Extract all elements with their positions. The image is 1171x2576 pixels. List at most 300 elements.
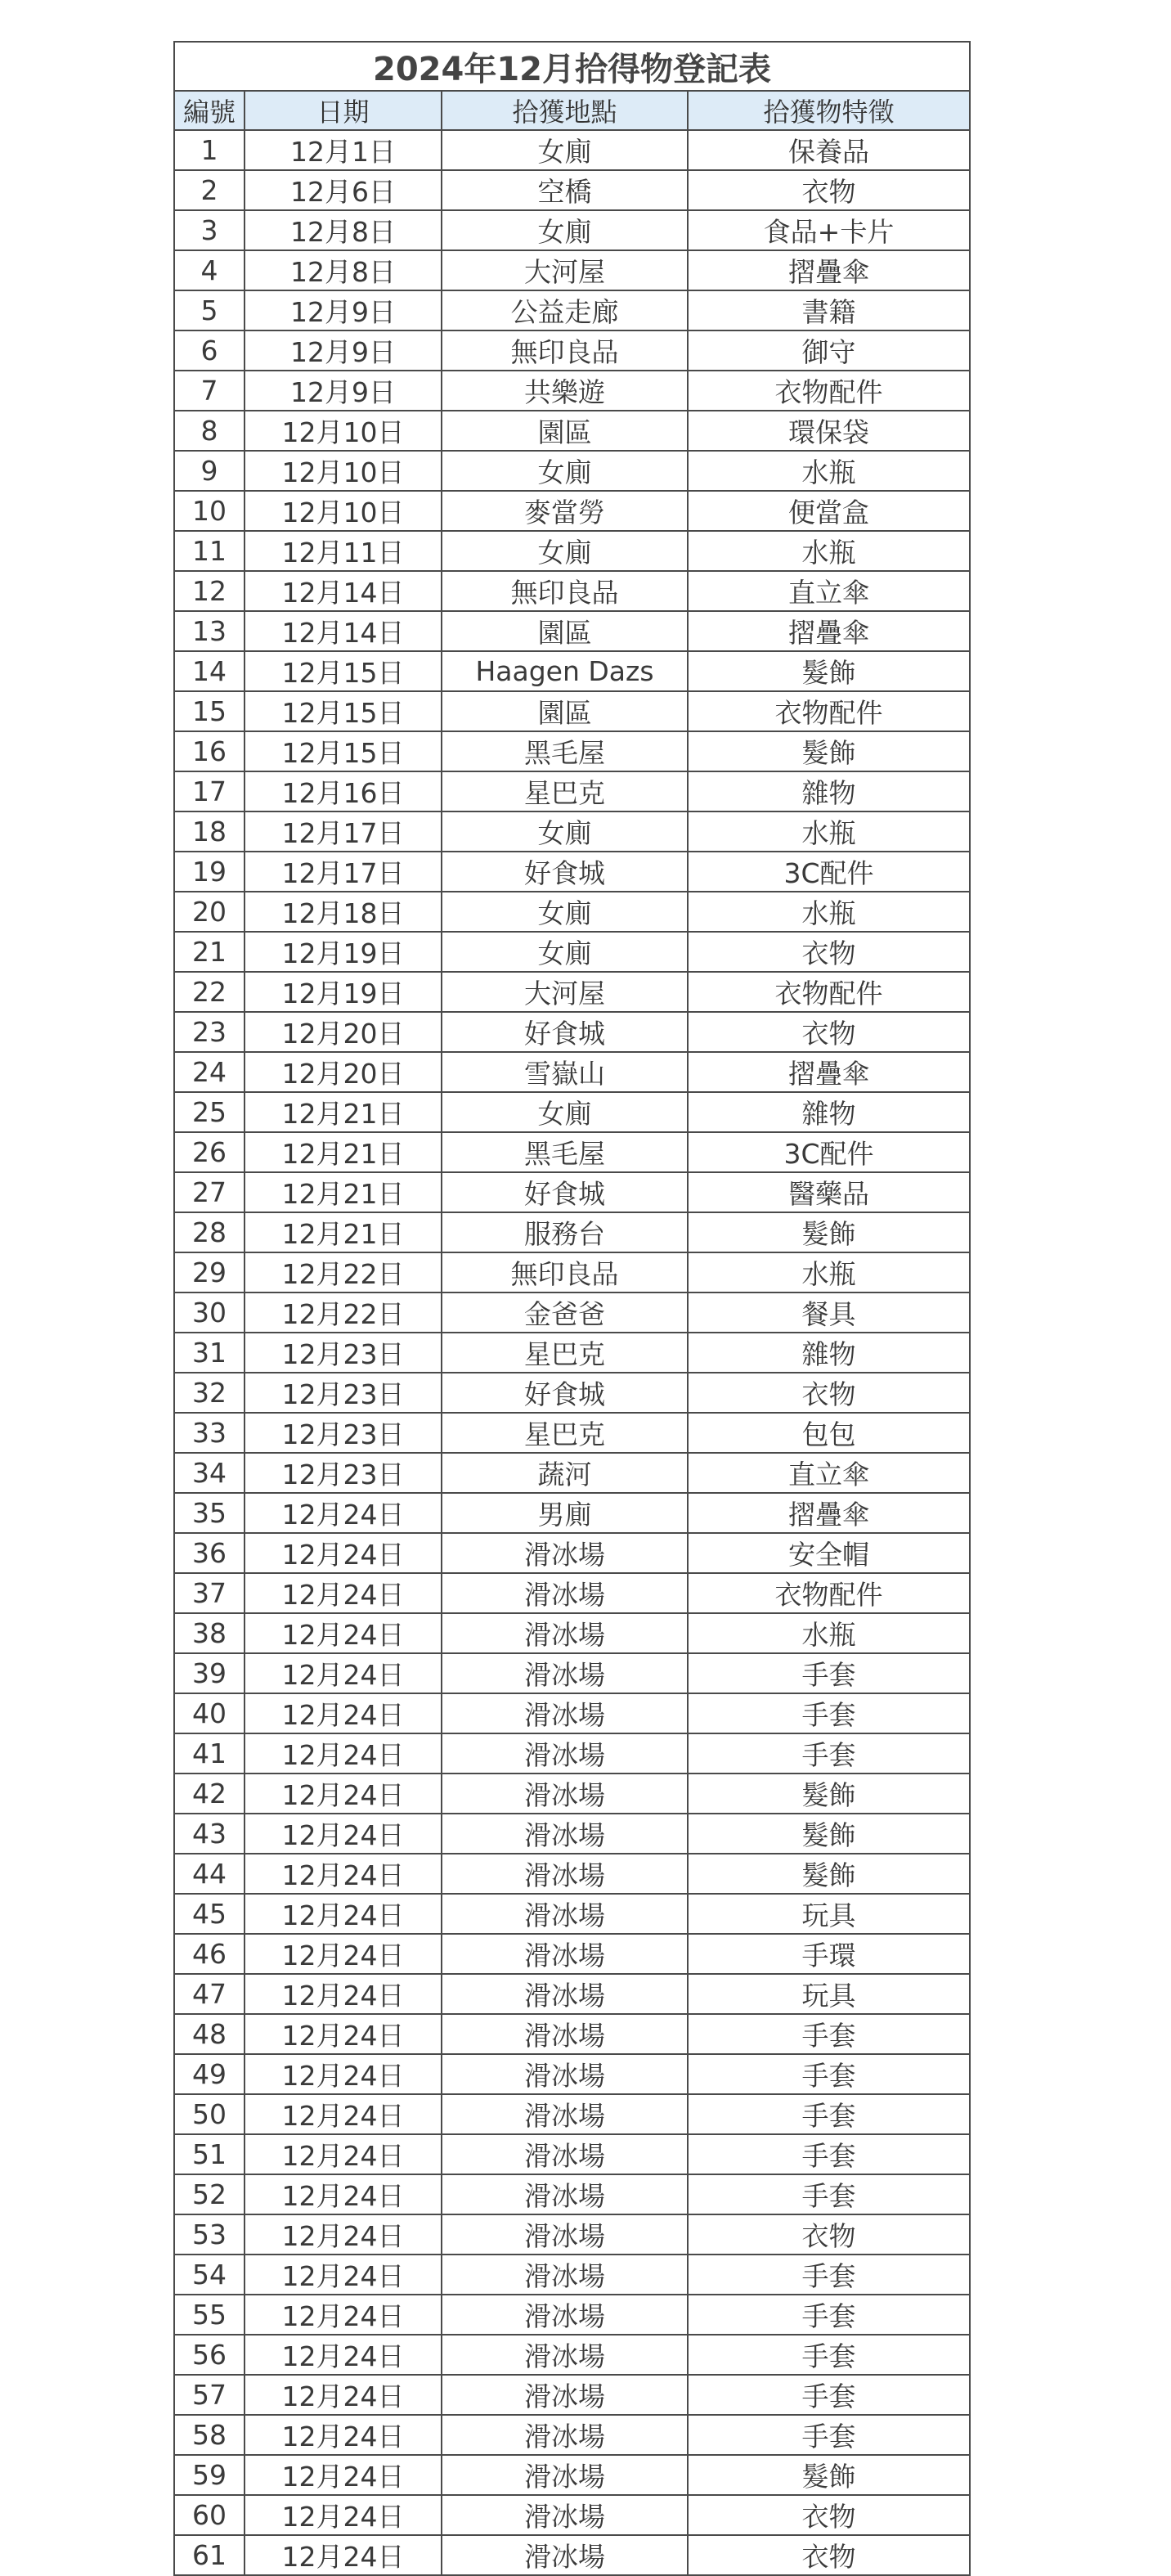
cell-date: 12月24日 — [245, 2174, 442, 2214]
table-row — [174, 1814, 970, 1854]
cell-date: 12月24日 — [245, 1974, 442, 2014]
cell-location: 滑冰場 — [442, 2214, 688, 2255]
cell-item-description: 手套 — [688, 2174, 970, 2214]
cell-item-description: 髮飾 — [688, 731, 970, 771]
cell-date: 12月24日 — [245, 1894, 442, 1934]
table-row — [174, 451, 970, 491]
cell-item-description: 衣物 — [688, 2495, 970, 2535]
cell-date: 12月24日 — [245, 2335, 442, 2375]
cell-item-description: 衣物 — [688, 1373, 970, 1413]
cell-location: 無印良品 — [442, 1252, 688, 1292]
cell-location: 女廁 — [442, 932, 688, 972]
table-row — [174, 972, 970, 1012]
table-row — [174, 1453, 970, 1493]
cell-location: 滑冰場 — [442, 1814, 688, 1854]
cell-number: 32 — [174, 1373, 245, 1413]
cell-item-description: 手套 — [688, 2014, 970, 2054]
cell-number: 31 — [174, 1333, 245, 1373]
table-row — [174, 1573, 970, 1613]
cell-item-description: 手套 — [688, 2375, 970, 2415]
table-row — [174, 1212, 970, 1252]
cell-date: 12月19日 — [245, 932, 442, 972]
cell-item-description: 手套 — [688, 2255, 970, 2295]
cell-item-description: 髮飾 — [688, 2455, 970, 2495]
cell-number: 30 — [174, 1292, 245, 1333]
cell-number: 28 — [174, 1212, 245, 1252]
cell-location: 共樂遊 — [442, 371, 688, 411]
table-row — [174, 571, 970, 611]
cell-location: 滑冰場 — [442, 1854, 688, 1894]
cell-location: 滑冰場 — [442, 1733, 688, 1774]
cell-item-description: 摺疊傘 — [688, 1052, 970, 1092]
table-row — [174, 531, 970, 571]
cell-date: 12月24日 — [245, 2134, 442, 2174]
cell-number: 14 — [174, 651, 245, 691]
cell-number: 15 — [174, 691, 245, 731]
cell-date: 12月24日 — [245, 1533, 442, 1573]
cell-item-description: 衣物 — [688, 1012, 970, 1052]
cell-date: 12月17日 — [245, 852, 442, 892]
cell-number: 59 — [174, 2455, 245, 2495]
cell-date: 12月17日 — [245, 811, 442, 852]
cell-date: 12月8日 — [245, 210, 442, 250]
cell-number: 17 — [174, 771, 245, 811]
cell-date: 12月6日 — [245, 170, 442, 210]
cell-item-description: 書籍 — [688, 290, 970, 330]
cell-location: 好食城 — [442, 1172, 688, 1212]
cell-number: 18 — [174, 811, 245, 852]
table-row — [174, 2094, 970, 2134]
cell-item-description: 髮飾 — [688, 651, 970, 691]
header-location: 拾獲地點 — [442, 91, 688, 130]
table-row — [174, 2134, 970, 2174]
table-row — [174, 1333, 970, 1373]
cell-date: 12月24日 — [245, 2014, 442, 2054]
cell-item-description: 玩具 — [688, 1974, 970, 2014]
cell-item-description: 便當盒 — [688, 491, 970, 531]
cell-item-description: 醫藥品 — [688, 1172, 970, 1212]
cell-item-description: 水瓶 — [688, 1252, 970, 1292]
table-row — [174, 2335, 970, 2375]
cell-number: 41 — [174, 1733, 245, 1774]
cell-item-description: 髮飾 — [688, 1854, 970, 1894]
cell-number: 57 — [174, 2375, 245, 2415]
cell-date: 12月20日 — [245, 1012, 442, 1052]
cell-date: 12月24日 — [245, 1854, 442, 1894]
cell-location: 好食城 — [442, 1012, 688, 1052]
cell-number: 6 — [174, 330, 245, 371]
cell-location: 園區 — [442, 611, 688, 651]
cell-item-description: 摺疊傘 — [688, 1493, 970, 1533]
cell-number: 19 — [174, 852, 245, 892]
cell-location: 滑冰場 — [442, 2375, 688, 2415]
cell-date: 12月18日 — [245, 892, 442, 932]
table-row — [174, 771, 970, 811]
cell-date: 12月15日 — [245, 691, 442, 731]
cell-date: 12月24日 — [245, 1653, 442, 1693]
cell-item-description: 手套 — [688, 2134, 970, 2174]
cell-item-description: 衣物 — [688, 932, 970, 972]
cell-item-description: 手套 — [688, 2094, 970, 2134]
table-row — [174, 731, 970, 771]
cell-location: 滑冰場 — [442, 2295, 688, 2335]
cell-date: 12月24日 — [245, 1774, 442, 1814]
cell-date: 12月23日 — [245, 1453, 442, 1493]
cell-item-description: 髮飾 — [688, 1814, 970, 1854]
cell-number: 40 — [174, 1693, 245, 1733]
cell-item-description: 水瓶 — [688, 531, 970, 571]
cell-number: 11 — [174, 531, 245, 571]
cell-item-description: 摺疊傘 — [688, 250, 970, 290]
cell-number: 23 — [174, 1012, 245, 1052]
cell-number: 43 — [174, 1814, 245, 1854]
page-title: 2024年12月拾得物登記表 — [174, 42, 970, 91]
cell-location: 滑冰場 — [442, 1653, 688, 1693]
cell-date: 12月15日 — [245, 731, 442, 771]
cell-location: 滑冰場 — [442, 2255, 688, 2295]
table-row — [174, 170, 970, 210]
cell-number: 61 — [174, 2535, 245, 2575]
cell-location: 星巴克 — [442, 1333, 688, 1373]
cell-number: 33 — [174, 1413, 245, 1453]
cell-number: 27 — [174, 1172, 245, 1212]
table-row — [174, 1894, 970, 1934]
cell-location: 黑毛屋 — [442, 1132, 688, 1172]
cell-date: 12月24日 — [245, 2455, 442, 2495]
cell-number: 24 — [174, 1052, 245, 1092]
cell-number: 36 — [174, 1533, 245, 1573]
cell-item-description: 水瓶 — [688, 811, 970, 852]
table-row — [174, 892, 970, 932]
cell-date: 12月22日 — [245, 1252, 442, 1292]
cell-number: 29 — [174, 1252, 245, 1292]
cell-item-description: 衣物 — [688, 2535, 970, 2575]
cell-number: 1 — [174, 130, 245, 170]
cell-number: 38 — [174, 1613, 245, 1653]
table-row — [174, 1132, 970, 1172]
cell-number: 51 — [174, 2134, 245, 2174]
cell-location: 滑冰場 — [442, 1774, 688, 1814]
table-row — [174, 1693, 970, 1733]
cell-date: 12月24日 — [245, 2094, 442, 2134]
cell-item-description: 衣物 — [688, 2214, 970, 2255]
cell-date: 12月24日 — [245, 1733, 442, 1774]
table-row — [174, 2214, 970, 2255]
cell-date: 12月9日 — [245, 330, 442, 371]
cell-item-description: 手套 — [688, 1733, 970, 1774]
lost-and-found-table — [173, 41, 971, 2576]
cell-location: 無印良品 — [442, 571, 688, 611]
cell-date: 12月21日 — [245, 1092, 442, 1132]
cell-location: 女廁 — [442, 210, 688, 250]
cell-item-description: 衣物 — [688, 170, 970, 210]
cell-item-description: 雜物 — [688, 771, 970, 811]
cell-location: 星巴克 — [442, 1413, 688, 1453]
cell-location: 金爸爸 — [442, 1292, 688, 1333]
cell-number: 56 — [174, 2335, 245, 2375]
cell-date: 12月24日 — [245, 1573, 442, 1613]
cell-item-description: 直立傘 — [688, 571, 970, 611]
cell-date: 12月21日 — [245, 1172, 442, 1212]
cell-item-description: 衣物配件 — [688, 371, 970, 411]
cell-date: 12月14日 — [245, 611, 442, 651]
cell-item-description: 手套 — [688, 2054, 970, 2094]
cell-number: 39 — [174, 1653, 245, 1693]
cell-number: 12 — [174, 571, 245, 611]
cell-number: 35 — [174, 1493, 245, 1533]
cell-location: 滑冰場 — [442, 1894, 688, 1934]
cell-date: 12月23日 — [245, 1373, 442, 1413]
cell-date: 12月23日 — [245, 1333, 442, 1373]
cell-location: 女廁 — [442, 892, 688, 932]
cell-item-description: 3C配件 — [688, 852, 970, 892]
cell-item-description: 玩具 — [688, 1894, 970, 1934]
cell-item-description: 水瓶 — [688, 451, 970, 491]
cell-location: 滑冰場 — [442, 2455, 688, 2495]
cell-date: 12月11日 — [245, 531, 442, 571]
cell-location: 無印良品 — [442, 330, 688, 371]
cell-item-description: 環保袋 — [688, 411, 970, 451]
cell-date: 12月14日 — [245, 571, 442, 611]
cell-number: 9 — [174, 451, 245, 491]
cell-item-description: 手套 — [688, 2415, 970, 2455]
cell-number: 53 — [174, 2214, 245, 2255]
table-row — [174, 2455, 970, 2495]
table-row — [174, 1493, 970, 1533]
cell-item-description: 衣物配件 — [688, 1573, 970, 1613]
table-row — [174, 1533, 970, 1573]
cell-item-description: 雜物 — [688, 1092, 970, 1132]
cell-number: 60 — [174, 2495, 245, 2535]
cell-location: 園區 — [442, 411, 688, 451]
cell-number: 44 — [174, 1854, 245, 1894]
cell-location: 黑毛屋 — [442, 731, 688, 771]
table-row — [174, 1292, 970, 1333]
cell-location: 滑冰場 — [442, 2054, 688, 2094]
table-row — [174, 2495, 970, 2535]
cell-number: 58 — [174, 2415, 245, 2455]
cell-number: 50 — [174, 2094, 245, 2134]
table-row — [174, 1052, 970, 1092]
cell-number: 10 — [174, 491, 245, 531]
cell-date: 12月10日 — [245, 411, 442, 451]
cell-item-description: 御守 — [688, 330, 970, 371]
cell-date: 12月9日 — [245, 290, 442, 330]
cell-number: 49 — [174, 2054, 245, 2094]
cell-location: 滑冰場 — [442, 2174, 688, 2214]
cell-number: 46 — [174, 1934, 245, 1974]
cell-location: 滑冰場 — [442, 2535, 688, 2575]
header-row — [174, 91, 970, 130]
table-row — [174, 2375, 970, 2415]
cell-number: 52 — [174, 2174, 245, 2214]
cell-date: 12月16日 — [245, 771, 442, 811]
table-row — [174, 1854, 970, 1894]
cell-location: 滑冰場 — [442, 2094, 688, 2134]
cell-location: 女廁 — [442, 130, 688, 170]
cell-date: 12月24日 — [245, 1693, 442, 1733]
cell-location: 女廁 — [442, 451, 688, 491]
table-row — [174, 290, 970, 330]
cell-location: 滑冰場 — [442, 2335, 688, 2375]
cell-date: 12月15日 — [245, 651, 442, 691]
table-row — [174, 651, 970, 691]
table-row — [174, 1653, 970, 1693]
cell-location: 星巴克 — [442, 771, 688, 811]
table-row — [174, 2014, 970, 2054]
cell-number: 8 — [174, 411, 245, 451]
cell-date: 12月9日 — [245, 371, 442, 411]
header-date: 日期 — [245, 91, 442, 130]
cell-date: 12月22日 — [245, 1292, 442, 1333]
cell-item-description: 安全帽 — [688, 1533, 970, 1573]
cell-number: 21 — [174, 932, 245, 972]
table-row — [174, 1413, 970, 1453]
cell-date: 12月24日 — [245, 1613, 442, 1653]
cell-date: 12月23日 — [245, 1413, 442, 1453]
cell-location: 園區 — [442, 691, 688, 731]
cell-number: 3 — [174, 210, 245, 250]
cell-location: 公益走廊 — [442, 290, 688, 330]
table-row — [174, 2255, 970, 2295]
cell-location: 滑冰場 — [442, 1573, 688, 1613]
cell-date: 12月21日 — [245, 1132, 442, 1172]
cell-date: 12月24日 — [245, 2255, 442, 2295]
cell-item-description: 雜物 — [688, 1333, 970, 1373]
cell-number: 2 — [174, 170, 245, 210]
cell-location: 滑冰場 — [442, 1533, 688, 1573]
cell-number: 55 — [174, 2295, 245, 2335]
cell-item-description: 水瓶 — [688, 1613, 970, 1653]
cell-number: 26 — [174, 1132, 245, 1172]
cell-location: 大河屋 — [442, 972, 688, 1012]
cell-location: 好食城 — [442, 852, 688, 892]
cell-date: 12月24日 — [245, 2054, 442, 2094]
cell-number: 16 — [174, 731, 245, 771]
cell-location: 女廁 — [442, 1092, 688, 1132]
table-row — [174, 852, 970, 892]
table-row — [174, 130, 970, 170]
cell-number: 22 — [174, 972, 245, 1012]
cell-location: 滑冰場 — [442, 1974, 688, 2014]
cell-date: 12月24日 — [245, 1934, 442, 1974]
table-row — [174, 811, 970, 852]
cell-date: 12月19日 — [245, 972, 442, 1012]
cell-item-description: 3C配件 — [688, 1132, 970, 1172]
cell-location: 女廁 — [442, 531, 688, 571]
cell-location: 滑冰場 — [442, 1934, 688, 1974]
cell-date: 12月24日 — [245, 1814, 442, 1854]
cell-number: 37 — [174, 1573, 245, 1613]
cell-date: 12月8日 — [245, 250, 442, 290]
cell-number: 13 — [174, 611, 245, 651]
cell-item-description: 水瓶 — [688, 892, 970, 932]
cell-item-description: 摺疊傘 — [688, 611, 970, 651]
cell-location: 服務台 — [442, 1212, 688, 1252]
cell-location: 滑冰場 — [442, 2415, 688, 2455]
table-row — [174, 1092, 970, 1132]
cell-location: 好食城 — [442, 1373, 688, 1413]
cell-item-description: 手環 — [688, 1934, 970, 1974]
table-row — [174, 691, 970, 731]
title-row — [174, 42, 970, 91]
cell-date: 12月24日 — [245, 2295, 442, 2335]
cell-location: 滑冰場 — [442, 2014, 688, 2054]
cell-location: 滑冰場 — [442, 1693, 688, 1733]
table-row — [174, 1733, 970, 1774]
cell-location: 大河屋 — [442, 250, 688, 290]
cell-number: 7 — [174, 371, 245, 411]
cell-location: 男廁 — [442, 1493, 688, 1533]
cell-number: 25 — [174, 1092, 245, 1132]
cell-date: 12月24日 — [245, 2214, 442, 2255]
cell-date: 12月1日 — [245, 130, 442, 170]
cell-item-description: 食品+卡片 — [688, 210, 970, 250]
table-row — [174, 330, 970, 371]
cell-number: 5 — [174, 290, 245, 330]
cell-item-description: 衣物配件 — [688, 691, 970, 731]
table-row — [174, 411, 970, 451]
cell-item-description: 包包 — [688, 1413, 970, 1453]
table-row — [174, 2535, 970, 2575]
cell-item-description: 髮飾 — [688, 1774, 970, 1814]
cell-location: 滑冰場 — [442, 2495, 688, 2535]
cell-item-description: 餐具 — [688, 1292, 970, 1333]
cell-date: 12月24日 — [245, 2415, 442, 2455]
cell-location: 蔬河 — [442, 1453, 688, 1493]
table-row — [174, 2415, 970, 2455]
cell-date: 12月20日 — [245, 1052, 442, 1092]
cell-location: 雪嶽山 — [442, 1052, 688, 1092]
cell-number: 47 — [174, 1974, 245, 2014]
cell-item-description: 手套 — [688, 2335, 970, 2375]
cell-location: 女廁 — [442, 811, 688, 852]
table-row — [174, 2054, 970, 2094]
table-row — [174, 1252, 970, 1292]
cell-number: 48 — [174, 2014, 245, 2054]
cell-number: 45 — [174, 1894, 245, 1934]
table-row — [174, 491, 970, 531]
cell-location: 空橋 — [442, 170, 688, 210]
cell-date: 12月24日 — [245, 1493, 442, 1533]
table-row — [174, 250, 970, 290]
cell-item-description: 手套 — [688, 1693, 970, 1733]
header-item-description: 拾獲物特徵 — [688, 91, 970, 130]
cell-location: 麥當勞 — [442, 491, 688, 531]
cell-number: 34 — [174, 1453, 245, 1493]
cell-item-description: 保養品 — [688, 130, 970, 170]
table-row — [174, 1934, 970, 1974]
table-row — [174, 1012, 970, 1052]
cell-item-description: 髮飾 — [688, 1212, 970, 1252]
cell-location: Haagen Dazs — [442, 651, 688, 691]
cell-item-description: 直立傘 — [688, 1453, 970, 1493]
table-row — [174, 2174, 970, 2214]
cell-location: 滑冰場 — [442, 1613, 688, 1653]
table-row — [174, 932, 970, 972]
table-row — [174, 1373, 970, 1413]
cell-date: 12月21日 — [245, 1212, 442, 1252]
table-row — [174, 611, 970, 651]
cell-number: 42 — [174, 1774, 245, 1814]
table-row — [174, 1172, 970, 1212]
cell-item-description: 衣物配件 — [688, 972, 970, 1012]
table-body — [174, 130, 970, 2575]
cell-date: 12月10日 — [245, 491, 442, 531]
cell-date: 12月10日 — [245, 451, 442, 491]
cell-item-description: 手套 — [688, 1653, 970, 1693]
table-row — [174, 1974, 970, 2014]
